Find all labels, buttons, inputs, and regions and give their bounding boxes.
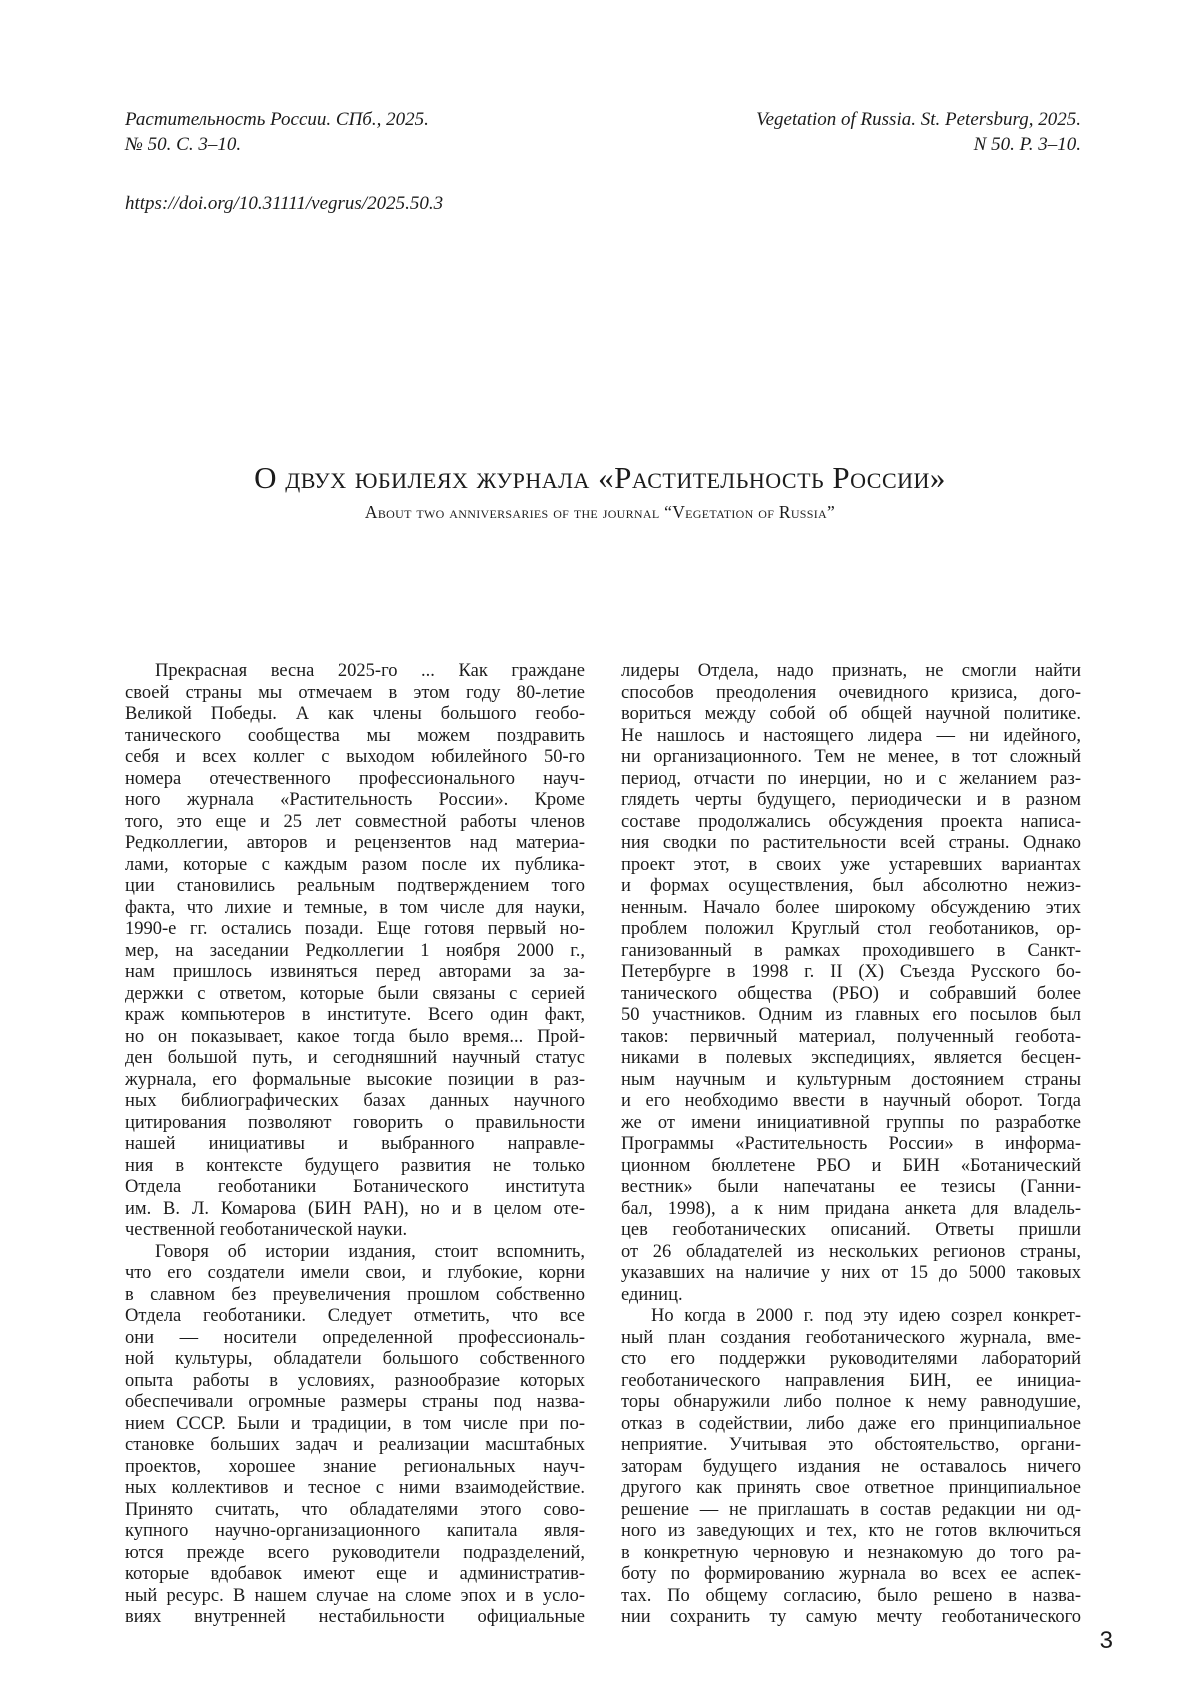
text-line: другого как принять свое ответное принципиальное <box>621 1478 1081 1498</box>
text-line: ного журнала «Растительность России». Кроме <box>125 790 585 810</box>
text-line: ния в контексте будущего развития не только <box>125 1155 585 1176</box>
text-line: которые вдобавок имеют еще и административ- <box>125 1564 585 1584</box>
text-line: ден большой путь, и сегодняшний научный статус <box>125 1048 585 1068</box>
text-line: проект этот, в своих уже устаревших вариантах <box>621 854 1081 875</box>
text-line: ный ресурс. В нашем случае на сломе эпох и в усло- <box>125 1585 585 1606</box>
article-title-ru: О двух юбилеях журнала «Растительность России» <box>254 460 946 495</box>
text-line: ции становились реальным подтверждением того <box>125 876 585 896</box>
text-line: цитирования позволяют говорить о правильности <box>125 1112 585 1133</box>
text-line: лидеры Отдела, надо признать, не смогли найти <box>621 661 1081 681</box>
text-line: ных библиографических базах данных научного <box>125 1091 585 1111</box>
text-line: период, отчасти по инерции, но и с желанием раз- <box>621 768 1081 789</box>
text-line: Великой Победы. А как члены большого геобо- <box>125 704 585 724</box>
text-line: ни организационного. Тем не менее, в тот сложный <box>621 747 1081 767</box>
running-head <box>125 107 1081 157</box>
text-line: они — носители определенной профессиональ- <box>125 1327 585 1348</box>
text-line: журнала, его формальные высокие позиции в раз- <box>125 1069 585 1090</box>
text-line: Отдела геоботаники Ботанического института <box>125 1177 585 1197</box>
text-line: краж компьютеров в институте. Всего один факт, <box>125 1005 585 1025</box>
text-line: Принято считать, что обладателями этого сово- <box>125 1499 585 1520</box>
text-line: 1990-е гг. остались позади. Еще готовя первый но- <box>125 919 585 939</box>
text-line: лами, которые с каждым разом после их публика- <box>125 854 585 875</box>
text-line: цев геоботанических описаний. Ответы пришли <box>621 1220 1081 1240</box>
text-line: нашей инициативы и выбранного направле- <box>125 1134 585 1154</box>
text-line: указавших на наличие у них от 15 до 5000 таковых <box>621 1263 1081 1283</box>
text-line: танического сообщества мы можем поздравить <box>125 725 585 746</box>
text-line: своей страны мы отмечаем в этом году 80-летие <box>125 682 585 703</box>
text-line: того, это еще и 25 лет совместной работы членов <box>125 811 585 832</box>
text-line: обеспечивали огромные размеры страны под назва- <box>125 1392 585 1412</box>
text-line: нии сохранить ту самую мечту геоботанического <box>621 1607 1081 1627</box>
text-line: тах. По общему согласию, было решено в назва- <box>621 1585 1081 1606</box>
text-line: что его создатели имели свои, и глубокие, корни <box>125 1263 585 1283</box>
text-line: чественной геоботанической науки. <box>125 1220 408 1240</box>
text-line: себя и всех коллег с выходом юбилейного 50-го <box>125 747 585 767</box>
text-line: держки с ответом, которые были связаны с серией <box>125 983 585 1004</box>
text-line: ются прежде всего руководители подразделений, <box>125 1542 585 1563</box>
text-line: купного научно-организационного капитала явля- <box>125 1521 585 1541</box>
text-line: танического общества (РБО) и собравший более <box>621 983 1081 1004</box>
text-line: Петербурге в 1998 г. II (X) Съезда Русского бо- <box>621 962 1081 982</box>
text-line: Прекрасная весна 2025-го ... Как граждане <box>155 661 585 681</box>
text-line: отказ в содействии, либо даже его принципиальное <box>621 1413 1081 1434</box>
text-line: составе продолжались обсуждения проекта написа- <box>621 811 1081 832</box>
doi-link[interactable]: https://doi.org/10.31111/vegrus/2025.50.3 <box>125 193 444 214</box>
text-line: ных коллективов и тесное с ними взаимодействие. <box>125 1478 585 1498</box>
right-column <box>621 661 1081 1629</box>
text-line: от 26 обладателей из нескольких регионов страны, <box>621 1241 1081 1262</box>
text-line: Редколлегии, авторов и рецензентов над материа- <box>125 833 585 853</box>
text-line: Говоря об истории издания, стоит вспомнить, <box>155 1241 585 1262</box>
text-line: в славном без преувеличения прошлом собственно <box>125 1284 585 1305</box>
text-line: торы обнаружили либо полное к нему равнодушие, <box>621 1392 1081 1412</box>
text-line: Отдела геоботаники. Следует отметить, что все <box>125 1306 585 1326</box>
text-line: единиц. <box>621 1284 683 1305</box>
text-line: виях внутренней нестабильности официальные <box>125 1607 585 1627</box>
text-line: способов преодоления очевидного кризиса, дого- <box>621 682 1081 703</box>
citation-ru <box>125 107 429 157</box>
text-line: Не нашлось и настоящего лидера — ни идейного, <box>621 725 1081 746</box>
left-column <box>125 661 585 1629</box>
text-line: в конкретную черновую и незнакомую до того ра- <box>621 1542 1081 1563</box>
text-line: вориться между собой об общей научной политике. <box>621 704 1081 724</box>
text-line: геоботанического направления БИН, ее инициа- <box>621 1370 1081 1391</box>
citation-ru-line2: № 50. С. 3–10. <box>125 134 242 155</box>
text-line: ного из заведующих и тех, кто не готов включиться <box>621 1521 1081 1541</box>
text-line: нам пришлось извиняться перед авторами за за- <box>125 962 585 982</box>
text-line: сто его поддержки руководителями лабораторий <box>621 1349 1081 1369</box>
text-line: решение — не приглашать в состав редакции ни од- <box>621 1499 1081 1520</box>
text-line: нием СССР. Были и традиции, в том числе при по- <box>125 1413 585 1434</box>
text-line: факта, что лихие и темные, в том числе для науки, <box>125 897 585 918</box>
citation-ru-line1: Растительность России. СПб., 2025. <box>125 109 429 130</box>
text-line: Но когда в 2000 г. под эту идею созрел конкрет- <box>651 1306 1081 1326</box>
text-line: и его необходимо ввести в научный оборот. Тогда <box>621 1091 1081 1111</box>
text-line: но он показывает, какое тогда было время... Прой- <box>125 1026 585 1047</box>
text-line: никами в полевых экспедициях, является бесцен- <box>621 1048 1081 1068</box>
text-line: ния сводки по растительности всей страны. Однако <box>621 833 1081 853</box>
page-number: 3 <box>1099 1627 1113 1654</box>
text-line: номера отечественного профессионального науч- <box>125 768 585 789</box>
text-line: 50 участников. Одним из главных его посылов был <box>621 1005 1081 1025</box>
text-line: ным научным и культурным достоянием страны <box>621 1069 1081 1090</box>
citation-en-line1: Vegetation of Russia. St. Petersburg, 2025. <box>756 109 1081 130</box>
text-line: и формах осуществления, был абсолютно нежиз- <box>621 876 1081 896</box>
article-title-en: About two anniversaries of the journal “Vegetation of Russia” <box>364 502 836 522</box>
text-line: Программы «Растительность России» в информа- <box>621 1134 1081 1154</box>
text-line: опыта работы в условиях, разнообразие которых <box>125 1370 585 1391</box>
text-line: же от имени инициативной группы по разработке <box>621 1112 1081 1133</box>
text-line: ненным. Начало более широкому обсуждению этих <box>621 897 1081 918</box>
citation-en-line2: N 50. P. 3–10. <box>973 134 1081 155</box>
citation-en <box>756 107 1081 157</box>
text-line: заторам будущего издания не оставалось ничего <box>621 1456 1081 1477</box>
article-body <box>125 661 1081 1629</box>
text-line: мер, на заседании Редколлегии 1 ноября 2000 г., <box>125 940 585 961</box>
text-line: им. В. Л. Комарова (БИН РАН), но и в целом оте- <box>125 1198 585 1219</box>
text-line: таков: первичный материал, полученный геобота- <box>621 1026 1081 1047</box>
text-line: ганизованный в рамках проходившего в Санкт- <box>621 940 1081 961</box>
text-line: вестник» были напечатаны ее тезисы (Ганни- <box>621 1177 1081 1197</box>
text-line: ной культуры, обладатели большого собственного <box>125 1349 585 1369</box>
text-line: неприятие. Учитывая это обстоятельство, органи- <box>621 1435 1081 1455</box>
text-line: бал, 1998), а к ним придана анкета для владель- <box>621 1198 1081 1219</box>
text-line: проектов, хорошее знание региональных науч- <box>125 1456 585 1477</box>
text-line: ционном бюллетене РБО и БИН «Ботанический <box>621 1155 1081 1176</box>
text-line: становке больших задач и реализации масштабных <box>125 1435 585 1455</box>
text-line: глядеть черты будущего, периодически и в разном <box>621 790 1081 810</box>
text-line: ный план создания геоботанического журнала, вме- <box>621 1327 1081 1348</box>
text-line: проблем положил Круглый стол геоботаников, ор- <box>621 919 1081 939</box>
text-line: боту по формированию журнала во всех ее аспек- <box>621 1564 1081 1584</box>
